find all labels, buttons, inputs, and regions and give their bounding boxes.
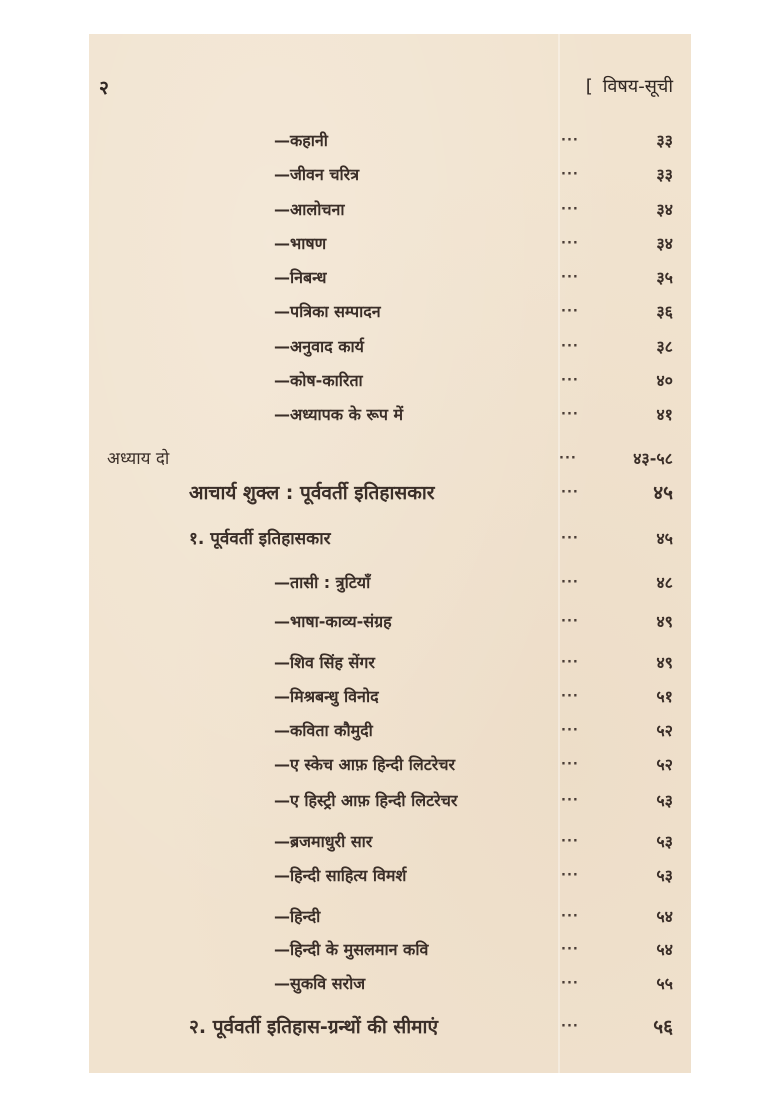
toc-entry-label: —अनुवाद कार्य <box>274 337 364 356</box>
toc-entry-label: —हिन्दी <box>274 907 321 926</box>
toc-entry-page: ५३ <box>656 832 673 851</box>
section-label: १. पूर्ववर्ती इतिहासकार <box>189 529 331 549</box>
toc-entry <box>89 332 691 362</box>
leader-dots: ··· <box>561 485 579 500</box>
section-heading <box>89 1012 691 1042</box>
chapter-title-page: ४५ <box>653 482 673 504</box>
leader-dots: ··· <box>561 1019 579 1034</box>
toc-entry <box>89 263 691 293</box>
leader-dots: ··· <box>561 655 579 670</box>
toc-entry <box>89 568 691 598</box>
leader-dots: ··· <box>561 723 579 738</box>
toc-entry-label: —ए हिस्ट्री आफ़ हिन्दी लिटरेचर <box>274 791 458 810</box>
toc-entry-label: —मिश्रबन्धु विनोद <box>274 687 379 706</box>
leader-dots: ··· <box>561 531 579 546</box>
toc-entry <box>89 297 691 327</box>
toc-entry-page: ३३ <box>656 165 673 184</box>
toc-entry-page: ४१ <box>656 405 673 424</box>
leader-dots: ··· <box>561 575 579 590</box>
leader-dots: ··· <box>561 942 579 957</box>
toc-entry-page: ३६ <box>656 302 673 321</box>
toc-entry-page: ३८ <box>656 337 673 356</box>
toc-entry-label: —ब्रजमाधुरी सार <box>274 832 373 851</box>
toc-entry <box>89 400 691 430</box>
leader-dots: ··· <box>561 202 579 217</box>
leader-dots: ··· <box>561 236 579 251</box>
toc-entry <box>89 160 691 190</box>
section-heading <box>89 524 691 554</box>
leader-dots: ··· <box>561 304 579 319</box>
leader-dots: ··· <box>561 834 579 849</box>
toc-entry-page: ४० <box>656 371 673 390</box>
toc-entry-label: —कविता कौमुदी <box>274 721 373 740</box>
page-number: २ <box>99 77 109 99</box>
toc-entry-label: —अध्यापक के रूप में <box>274 405 404 424</box>
toc-entry <box>89 786 691 816</box>
leader-dots: ··· <box>561 976 579 991</box>
toc-entry-page: ४८ <box>656 573 673 592</box>
toc-entry <box>89 750 691 780</box>
toc-entry-page: ४९ <box>656 612 673 631</box>
book-page <box>89 34 691 1073</box>
toc-entry-label: —शिव सिंह सेंगर <box>274 653 375 672</box>
leader-dots: ··· <box>561 373 579 388</box>
toc-entry <box>89 682 691 712</box>
leader-dots: ··· <box>561 614 579 629</box>
toc-entry-page: ५४ <box>656 907 673 926</box>
leader-dots: ··· <box>561 689 579 704</box>
toc-entry-page: ३४ <box>656 200 673 219</box>
toc-entry-page: ५३ <box>656 791 673 810</box>
toc-entry <box>89 969 691 999</box>
chapter-heading <box>89 444 691 474</box>
leader-dots: ··· <box>561 793 579 808</box>
toc-entry <box>89 366 691 396</box>
toc-entry <box>89 126 691 156</box>
leader-dots: ··· <box>561 167 579 182</box>
toc-entry-label: —पत्रिका सम्पादन <box>274 302 381 321</box>
toc-entry <box>89 195 691 225</box>
leader-dots: ··· <box>561 407 579 422</box>
toc-entry-label: —तासी : त्रुटियाँ <box>274 573 371 592</box>
toc-entry-label: —जीवन चरित्र <box>274 165 360 184</box>
toc-entry-label: —हिन्दी के मुसलमान कवि <box>274 940 429 959</box>
toc-entry <box>89 861 691 891</box>
toc-entry-label: —हिन्दी साहित्य विमर्श <box>274 866 407 885</box>
toc-entry-page: ५३ <box>656 866 673 885</box>
section-page: ४५ <box>656 529 673 548</box>
toc-entry-label: —सुकवि सरोज <box>274 974 366 993</box>
leader-dots: ··· <box>561 133 579 148</box>
running-header <box>586 74 673 98</box>
toc-entry-label: —कोष-कारिता <box>274 371 363 390</box>
chapter-title <box>89 478 691 508</box>
chapter-page-range: ४३-५८ <box>633 449 673 468</box>
chapter-title-label: आचार्य शुक्ल : पूर्ववर्ती इतिहासकार <box>189 482 435 504</box>
toc-entry-label: —ए स्केच आफ़ हिन्दी लिटरेचर <box>274 755 456 774</box>
leader-dots: ··· <box>561 339 579 354</box>
leader-dots: ··· <box>561 909 579 924</box>
toc-entry-page: ५२ <box>656 755 673 774</box>
toc-entry <box>89 229 691 259</box>
toc-entry <box>89 607 691 637</box>
toc-entry-page: ५१ <box>656 687 673 706</box>
toc-entry <box>89 648 691 678</box>
toc-entry-label: —कहानी <box>274 131 328 150</box>
section-label: २. पूर्ववर्ती इतिहास-ग्रन्थों की सीमाएं <box>189 1016 438 1038</box>
toc-entry <box>89 935 691 965</box>
toc-entry <box>89 902 691 932</box>
leader-dots: ··· <box>559 451 577 466</box>
toc-entry-page: ३४ <box>656 234 673 253</box>
header-title: विषय-सूची <box>602 76 673 97</box>
toc-entry-page: ५४ <box>656 940 673 959</box>
toc-entry-page: ५५ <box>656 974 673 993</box>
chapter-label: अध्याय दो <box>107 449 170 469</box>
toc-entry-label: —भाषा-काव्य-संग्रह <box>274 612 392 631</box>
leader-dots: ··· <box>561 868 579 883</box>
toc-entry-label: —भाषण <box>274 234 327 253</box>
leader-dots: ··· <box>561 270 579 285</box>
header-bracket: [ <box>585 76 593 97</box>
leader-dots: ··· <box>561 757 579 772</box>
toc-entry <box>89 716 691 746</box>
toc-entry <box>89 827 691 857</box>
toc-entry-label: —निबन्ध <box>274 268 327 287</box>
toc-entry-page: ३३ <box>656 131 673 150</box>
toc-entry-page: ४९ <box>656 653 673 672</box>
section-page: ५६ <box>653 1016 673 1038</box>
toc-entry-page: ५२ <box>656 721 673 740</box>
toc-entry-label: —आलोचना <box>274 200 345 219</box>
toc-entry-page: ३५ <box>656 268 673 287</box>
